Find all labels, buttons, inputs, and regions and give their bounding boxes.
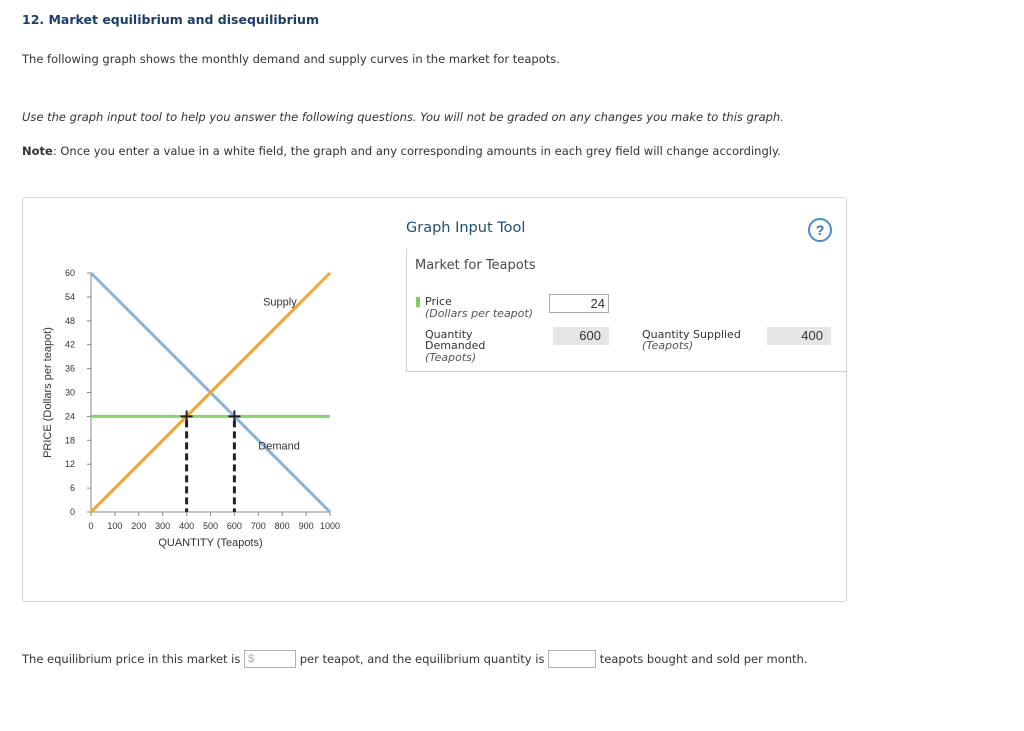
y-tick-label: 60 <box>64 268 75 278</box>
y-tick-label: 12 <box>64 459 75 470</box>
x-tick-label: 400 <box>179 521 195 531</box>
y-tick-label: 42 <box>64 339 75 350</box>
answer-text-1: The equilibrium price in this market is <box>22 652 241 666</box>
x-tick-label: 100 <box>107 521 123 531</box>
quantity-supplied-value: 400 <box>767 327 831 345</box>
market-title: Market for Teapots <box>415 258 536 273</box>
quantity-supplied-label: Quantity Supplied <box>642 328 741 341</box>
quantity-demanded-label-2: Demanded <box>425 339 486 352</box>
y-tick-label: 48 <box>64 315 75 326</box>
answer-text-2: per teapot, and the equilibrium quantity is <box>299 652 545 666</box>
quantity-supplied-unit: (Teapots) <box>642 339 694 352</box>
quantity-demanded-unit: (Teapots) <box>425 351 477 364</box>
price-color-swatch <box>416 297 420 307</box>
y-tick-label: 18 <box>64 435 75 446</box>
equilibrium-quantity-input[interactable] <box>548 650 596 668</box>
question-title: 12. Market equilibrium and disequilibrium <box>22 12 319 27</box>
quantity-demanded-value: 600 <box>553 327 609 345</box>
equilibrium-price-input[interactable]: $ <box>244 650 296 668</box>
instruction-text: Use the graph input tool to help you answer the following questions. You will not be graded on any changes you make to this graph. <box>22 110 784 124</box>
y-tick-label: 36 <box>64 363 75 374</box>
graph-panel <box>22 197 847 602</box>
x-tick-label: 200 <box>131 521 147 531</box>
y-tick-label: 54 <box>64 291 75 302</box>
x-tick-label: 700 <box>250 521 266 531</box>
y-tick-label: 30 <box>64 387 75 398</box>
graph-input-tool-title: Graph Input Tool <box>406 220 526 236</box>
intro-text: The following graph shows the monthly demand and supply curves in the market for teapots. <box>22 52 560 66</box>
x-tick-label: 600 <box>226 521 242 531</box>
x-axis-label: QUANTITY (Teapots) <box>158 537 263 549</box>
demand-label: Demand <box>258 440 300 453</box>
market-box <box>406 249 847 372</box>
y-tick-label: 0 <box>69 507 75 517</box>
y-tick-label: 24 <box>64 411 75 422</box>
x-tick-label: 900 <box>298 521 314 531</box>
quantity-demanded-label: Quantity <box>425 328 473 341</box>
answer-text-3: teapots bought and sold per month. <box>599 652 808 666</box>
price-label: Price <box>425 295 452 308</box>
x-tick-label: 0 <box>88 521 94 531</box>
x-tick-label: 300 <box>155 521 171 531</box>
note-label: Note <box>22 144 53 158</box>
x-tick-label: 1000 <box>319 521 341 531</box>
x-tick-label: 500 <box>202 521 219 531</box>
y-axis-label: PRICE (Dollars per teapot) <box>42 327 54 458</box>
answer-sentence <box>22 650 808 668</box>
price-unit: (Dollars per teapot) <box>425 307 534 320</box>
help-icon[interactable]: ? <box>808 218 832 242</box>
price-input[interactable]: 24 <box>549 294 609 313</box>
note-text <box>22 144 781 158</box>
y-tick-label: 6 <box>69 483 75 494</box>
note-body: : Once you enter a value in a white field, the graph and any corresponding amounts in each grey field will change accordingly. <box>52 144 781 158</box>
x-tick-label: 800 <box>274 521 290 531</box>
supply-label: Supply <box>263 296 297 309</box>
